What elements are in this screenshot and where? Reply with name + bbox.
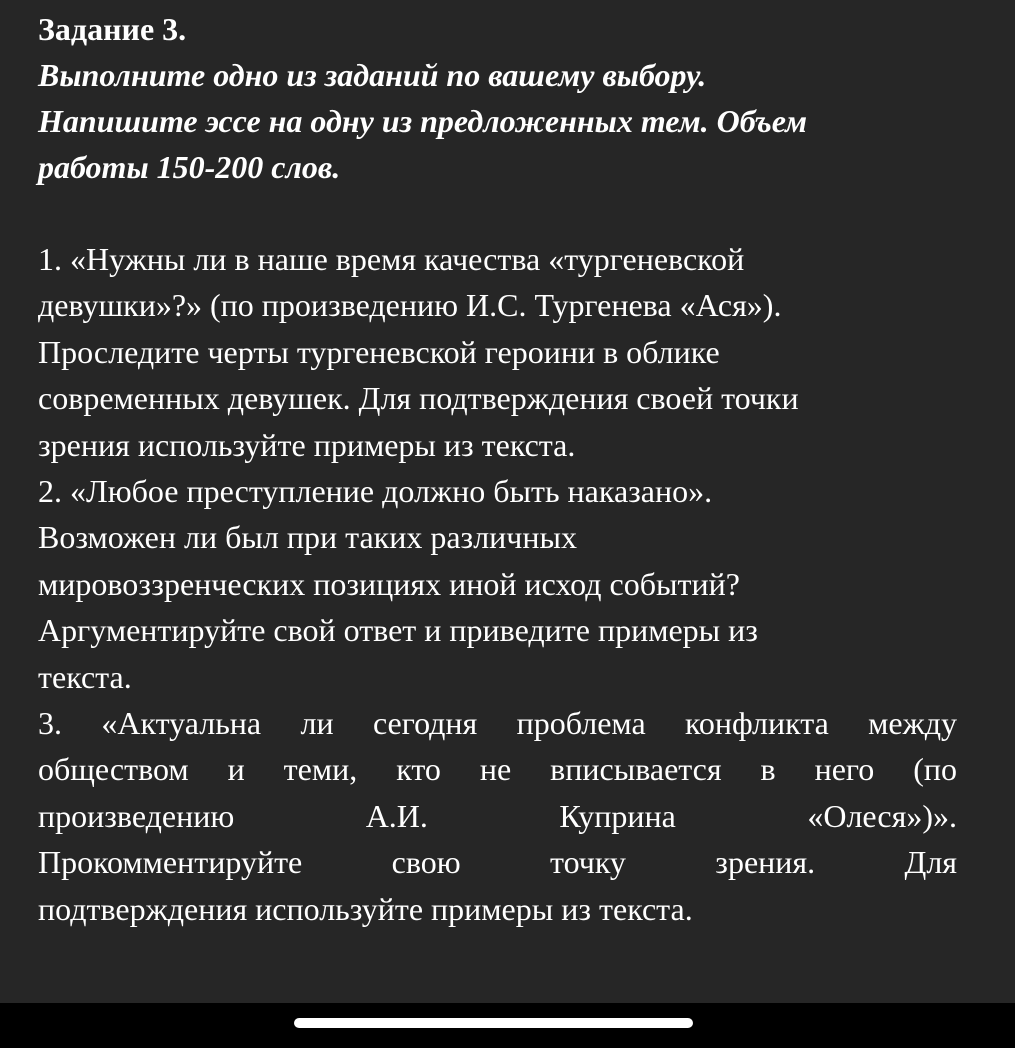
topic-line: текста.	[38, 658, 132, 695]
topic-line: 3. «Актуальна ли сегодня проблема конфликта между	[38, 705, 957, 742]
home-indicator[interactable]	[294, 1018, 693, 1028]
topic-line: обществом и теми, кто не вписывается в него (по	[38, 751, 957, 788]
instruction-line: Выполните одно из заданий по вашему выбору.	[38, 57, 707, 93]
topic-line: мировоззренческих позициях иной исход событий?	[38, 565, 740, 602]
topic-line: 2. «Любое преступление должно быть наказано».	[38, 473, 713, 510]
topic-line: Проследите черты тургеневской героини в облике	[38, 333, 720, 370]
topic-line: Возможен ли был при таких различных	[38, 519, 577, 556]
topic-line: Прокомментируйте свою точку зрения. Для	[38, 844, 957, 881]
topic-line: зрения используйте примеры из текста.	[38, 426, 576, 463]
topic-line: подтверждения используйте примеры из текста.	[38, 890, 693, 927]
assignment-heading: Задание 3.	[38, 11, 187, 47]
system-bottom-bar	[0, 1003, 1015, 1048]
blank-line	[38, 190, 957, 236]
instruction-line: работы 150-200 слов.	[38, 149, 341, 185]
essay-topic-2	[38, 468, 957, 700]
topic-line: Аргументируйте свой ответ и приведите примеры из	[38, 612, 758, 649]
assignment-instructions	[38, 52, 957, 190]
topic-line: современных девушек. Для подтверждения своей точки	[38, 380, 799, 417]
essay-topic-1	[38, 236, 957, 468]
topic-line: девушки»?» (по произведению И.С. Тургенева «Ася»).	[38, 287, 782, 324]
instruction-line: Напишите эссе на одну из предложенных тем. Объем	[38, 103, 808, 139]
topic-line: 1. «Нужны ли в наше время качества «тургеневской	[38, 241, 745, 277]
topic-line: произведению А.И. Куприна «Олеся»)».	[38, 797, 957, 834]
essay-topic-3	[38, 700, 957, 932]
